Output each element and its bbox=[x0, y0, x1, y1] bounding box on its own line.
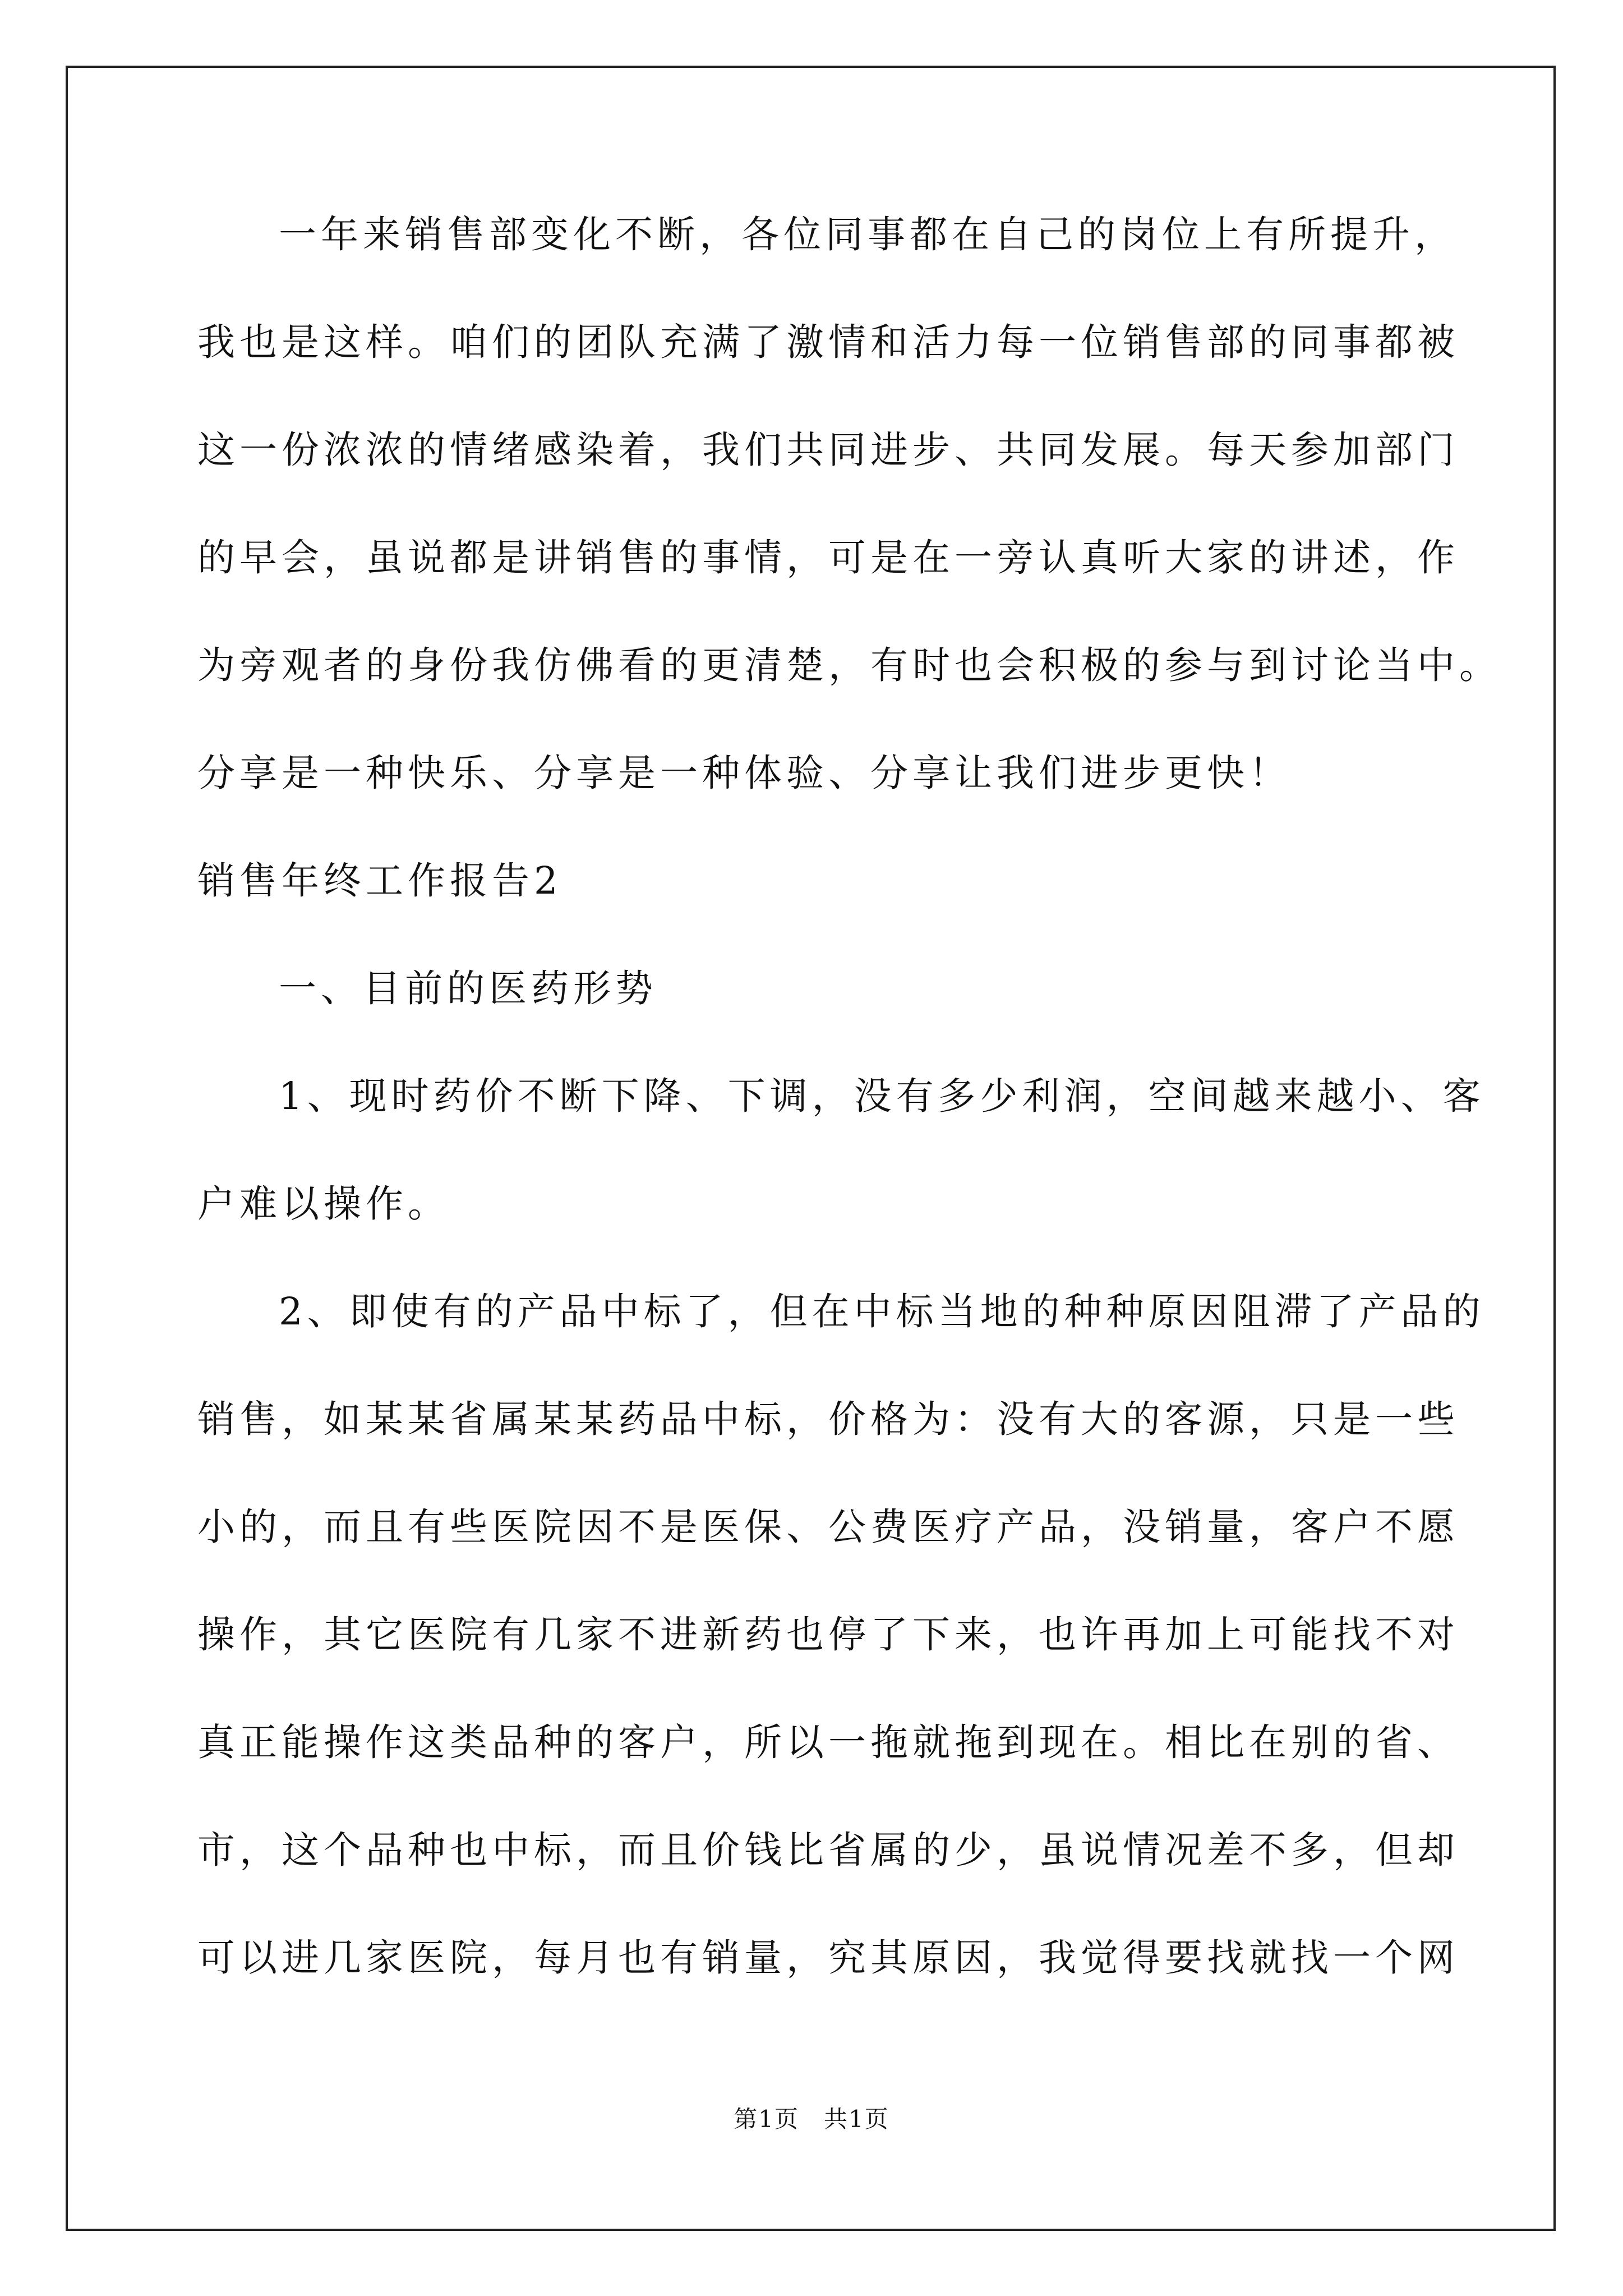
paragraph-line: 小的，而且有些医院因不是医保、公费医疗产品，没销量，客户不愿 bbox=[197, 1505, 1459, 1549]
paragraph-line: 市，这个品种也中标，而且价钱比省属的少，虽说情况差不多，但却 bbox=[197, 1828, 1459, 1872]
paragraph-line: 为旁观者的身份我仿佛看的更清楚，有时也会积极的参与到讨论当中。 bbox=[197, 643, 1501, 687]
section-heading: 销售年终工作报告2 bbox=[197, 859, 562, 903]
paragraph-line: 我也是这样。咱们的团队充满了激情和活力每一位销售部的同事都被 bbox=[197, 320, 1459, 364]
paragraph-line: 2、即使有的产品中标了，但在中标当地的种种原因阻滞了产品的 bbox=[279, 1290, 1485, 1333]
paragraph-line: 销售，如某某省属某某药品中标，价格为：没有大的客源，只是一些 bbox=[197, 1397, 1459, 1441]
page-footer: 第1页 共1页 bbox=[734, 2105, 889, 2133]
paragraph-line: 户难以操作。 bbox=[197, 1182, 450, 1226]
paragraph-line: 1、现时药价不断下降、下调，没有多少利润，空间越来越小、客 bbox=[279, 1074, 1485, 1118]
paragraph-line: 操作，其它医院有几家不进新药也停了下来，也许再加上可能找不对 bbox=[197, 1613, 1459, 1657]
paragraph-line: 一年来销售部变化不断，各位同事都在自己的岗位上有所提升， bbox=[279, 213, 1456, 256]
paragraph-line: 真正能操作这类品种的客户，所以一拖就拖到现在。相比在别的省、 bbox=[197, 1720, 1459, 1764]
subsection-heading: 一、目前的医药形势 bbox=[279, 967, 657, 1010]
paragraph-line: 分享是一种快乐、分享是一种体验、分享让我们进步更快！ bbox=[197, 751, 1291, 795]
paragraph-line: 的早会，虽说都是讲销售的事情，可是在一旁认真听大家的讲述，作 bbox=[197, 536, 1459, 579]
paragraph-line: 可以进几家医院，每月也有销量，究其原因，我觉得要找就找一个网 bbox=[197, 1936, 1459, 1980]
page-border bbox=[66, 66, 1556, 2231]
paragraph-line: 这一份浓浓的情绪感染着，我们共同进步、共同发展。每天参加部门 bbox=[197, 428, 1459, 472]
